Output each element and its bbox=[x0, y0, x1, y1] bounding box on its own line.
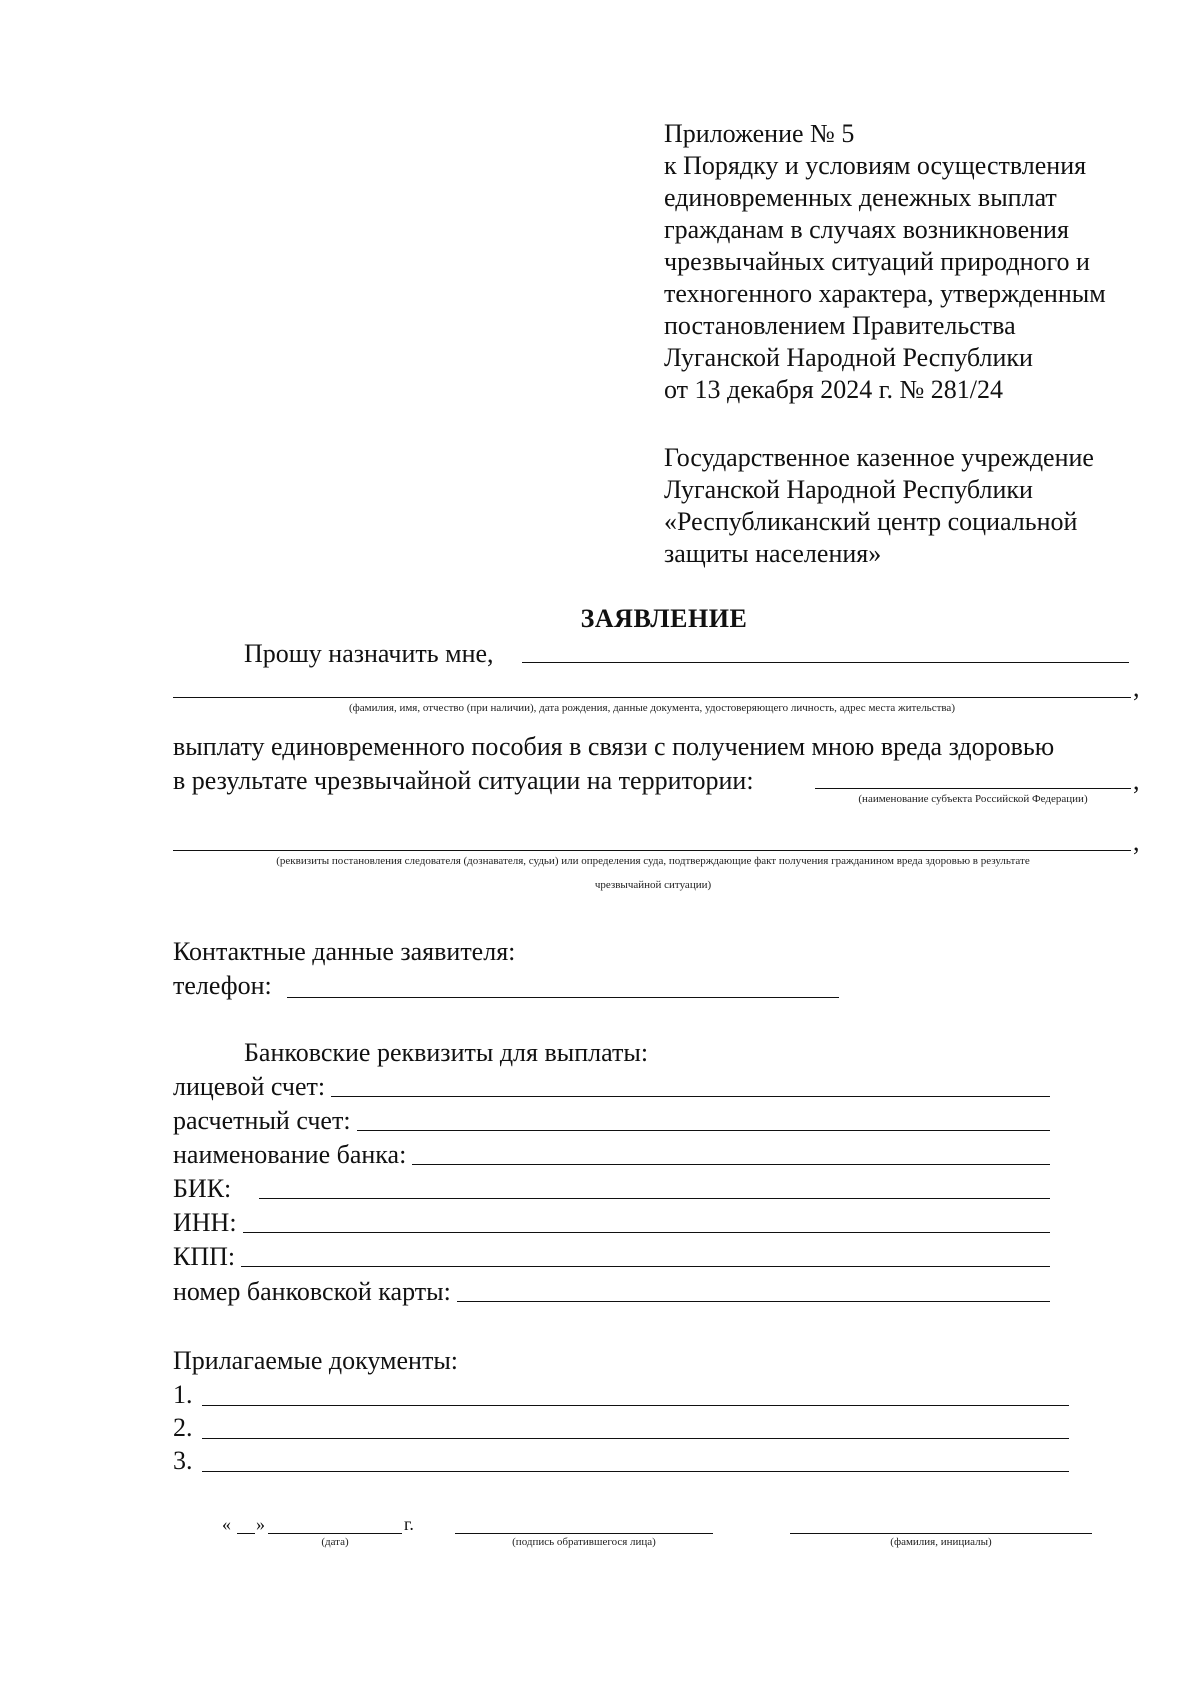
signature-field[interactable] bbox=[455, 1533, 713, 1534]
appendix-header bbox=[664, 118, 1106, 406]
body-line-2: в результате чрезвычайной ситуации на территории: bbox=[173, 766, 754, 795]
field-label: номер банковской карты: bbox=[173, 1277, 451, 1306]
decision-docs-caption-2: чрезвычайной ситуации) bbox=[594, 879, 712, 891]
addressee-line: Луганской Народной Республики bbox=[664, 475, 1033, 504]
appendix-line: от 13 декабря 2024 г. № 281/24 bbox=[664, 375, 1004, 404]
attachment-line-2[interactable] bbox=[202, 1438, 1069, 1439]
appendix-line: постановлением Правительства bbox=[664, 311, 1016, 340]
signature-caption: (подпись обратившегося лица) bbox=[512, 1536, 656, 1548]
appendix-line: к Порядку и условиям осуществления bbox=[664, 151, 1087, 180]
field-label: расчетный счет: bbox=[173, 1106, 351, 1135]
bank-field-settlement-account bbox=[173, 1105, 1050, 1137]
inn-input[interactable] bbox=[243, 1212, 1050, 1233]
bank-field-card-number bbox=[173, 1276, 1050, 1308]
field-label: наименование банка: bbox=[173, 1140, 407, 1169]
full-name-field[interactable] bbox=[790, 1533, 1092, 1534]
appendix-line: Луганской Народной Республики bbox=[664, 343, 1033, 372]
bank-field-inn bbox=[173, 1207, 1050, 1239]
personal-account-input[interactable] bbox=[331, 1076, 1050, 1097]
appendix-line: единовременных денежных выплат bbox=[664, 183, 1057, 212]
bank-field-kpp bbox=[173, 1241, 1050, 1273]
date-month-field[interactable] bbox=[268, 1533, 402, 1534]
decision-docs-line[interactable] bbox=[173, 850, 1131, 851]
kpp-input[interactable] bbox=[241, 1246, 1050, 1267]
bik-input[interactable] bbox=[259, 1178, 1050, 1199]
addressee-line: защиты населения» bbox=[664, 539, 882, 568]
region-caption: (наименование субъекта Российской Федерации) bbox=[858, 793, 1088, 805]
addressee-block bbox=[664, 442, 1094, 570]
settlement-account-input[interactable] bbox=[357, 1110, 1050, 1131]
attachment-number: 3. bbox=[173, 1446, 193, 1475]
date-quote-open: « bbox=[222, 1514, 231, 1534]
attachment-number: 1. bbox=[173, 1380, 193, 1409]
card-number-input[interactable] bbox=[457, 1281, 1050, 1302]
field-label: ИНН: bbox=[173, 1208, 237, 1237]
phone-label: телефон: bbox=[173, 971, 272, 1000]
region-line[interactable] bbox=[815, 788, 1131, 789]
bank-field-bik bbox=[173, 1173, 1050, 1205]
name-line-2[interactable] bbox=[173, 697, 1131, 698]
contacts-heading: Контактные данные заявителя: bbox=[173, 937, 516, 966]
name-caption: (фамилия, имя, отчество (при наличии), дата рождения, данные документа, удостоверяющего личность, адрес места жительства) bbox=[349, 702, 955, 714]
request-lead: Прошу назначить мне, bbox=[244, 639, 494, 668]
appendix-line: чрезвычайных ситуаций природного и bbox=[664, 247, 1090, 276]
date-day-field[interactable] bbox=[237, 1533, 255, 1534]
bank-field-bank-name bbox=[173, 1139, 1050, 1171]
name-line-1[interactable] bbox=[522, 662, 1129, 663]
comma: , bbox=[1133, 673, 1140, 702]
attachment-number: 2. bbox=[173, 1413, 193, 1442]
bank-field-personal-account bbox=[173, 1071, 1050, 1103]
year-suffix: г. bbox=[404, 1514, 414, 1534]
attachments-heading: Прилагаемые документы: bbox=[173, 1346, 459, 1375]
body-line-1: выплату единовременного пособия в связи с получением мною вреда здоровью bbox=[173, 732, 1055, 761]
comma: , bbox=[1133, 827, 1140, 856]
field-label: БИК: bbox=[173, 1174, 232, 1203]
appendix-line: Приложение № 5 bbox=[664, 119, 855, 148]
decision-docs-caption-1: (реквизиты постановления следователя (дознавателя, судьи) или определения суда, подтверждающие факт получения гражданином вреда здоровью в результате bbox=[276, 855, 1030, 867]
attachment-line-3[interactable] bbox=[202, 1471, 1069, 1472]
full-name-caption: (фамилия, инициалы) bbox=[890, 1536, 992, 1548]
date-quote-close: » bbox=[256, 1514, 265, 1534]
comma: , bbox=[1133, 766, 1140, 795]
appendix-line: техногенного характера, утвержденным bbox=[664, 279, 1106, 308]
date-caption: (дата) bbox=[321, 1536, 349, 1548]
bank-heading: Банковские реквизиты для выплаты: bbox=[244, 1038, 649, 1067]
phone-field[interactable] bbox=[287, 997, 839, 998]
addressee-line: Государственное казенное учреждение bbox=[664, 443, 1094, 472]
field-label: лицевой счет: bbox=[173, 1072, 326, 1101]
addressee-line: «Республиканский центр социальной bbox=[664, 507, 1078, 536]
appendix-line: гражданам в случаях возникновения bbox=[664, 215, 1069, 244]
field-label: КПП: bbox=[173, 1242, 236, 1271]
document-title: ЗАЯВЛЕНИЕ bbox=[580, 604, 748, 633]
bank-name-input[interactable] bbox=[412, 1144, 1050, 1165]
attachment-line-1[interactable] bbox=[202, 1405, 1069, 1406]
